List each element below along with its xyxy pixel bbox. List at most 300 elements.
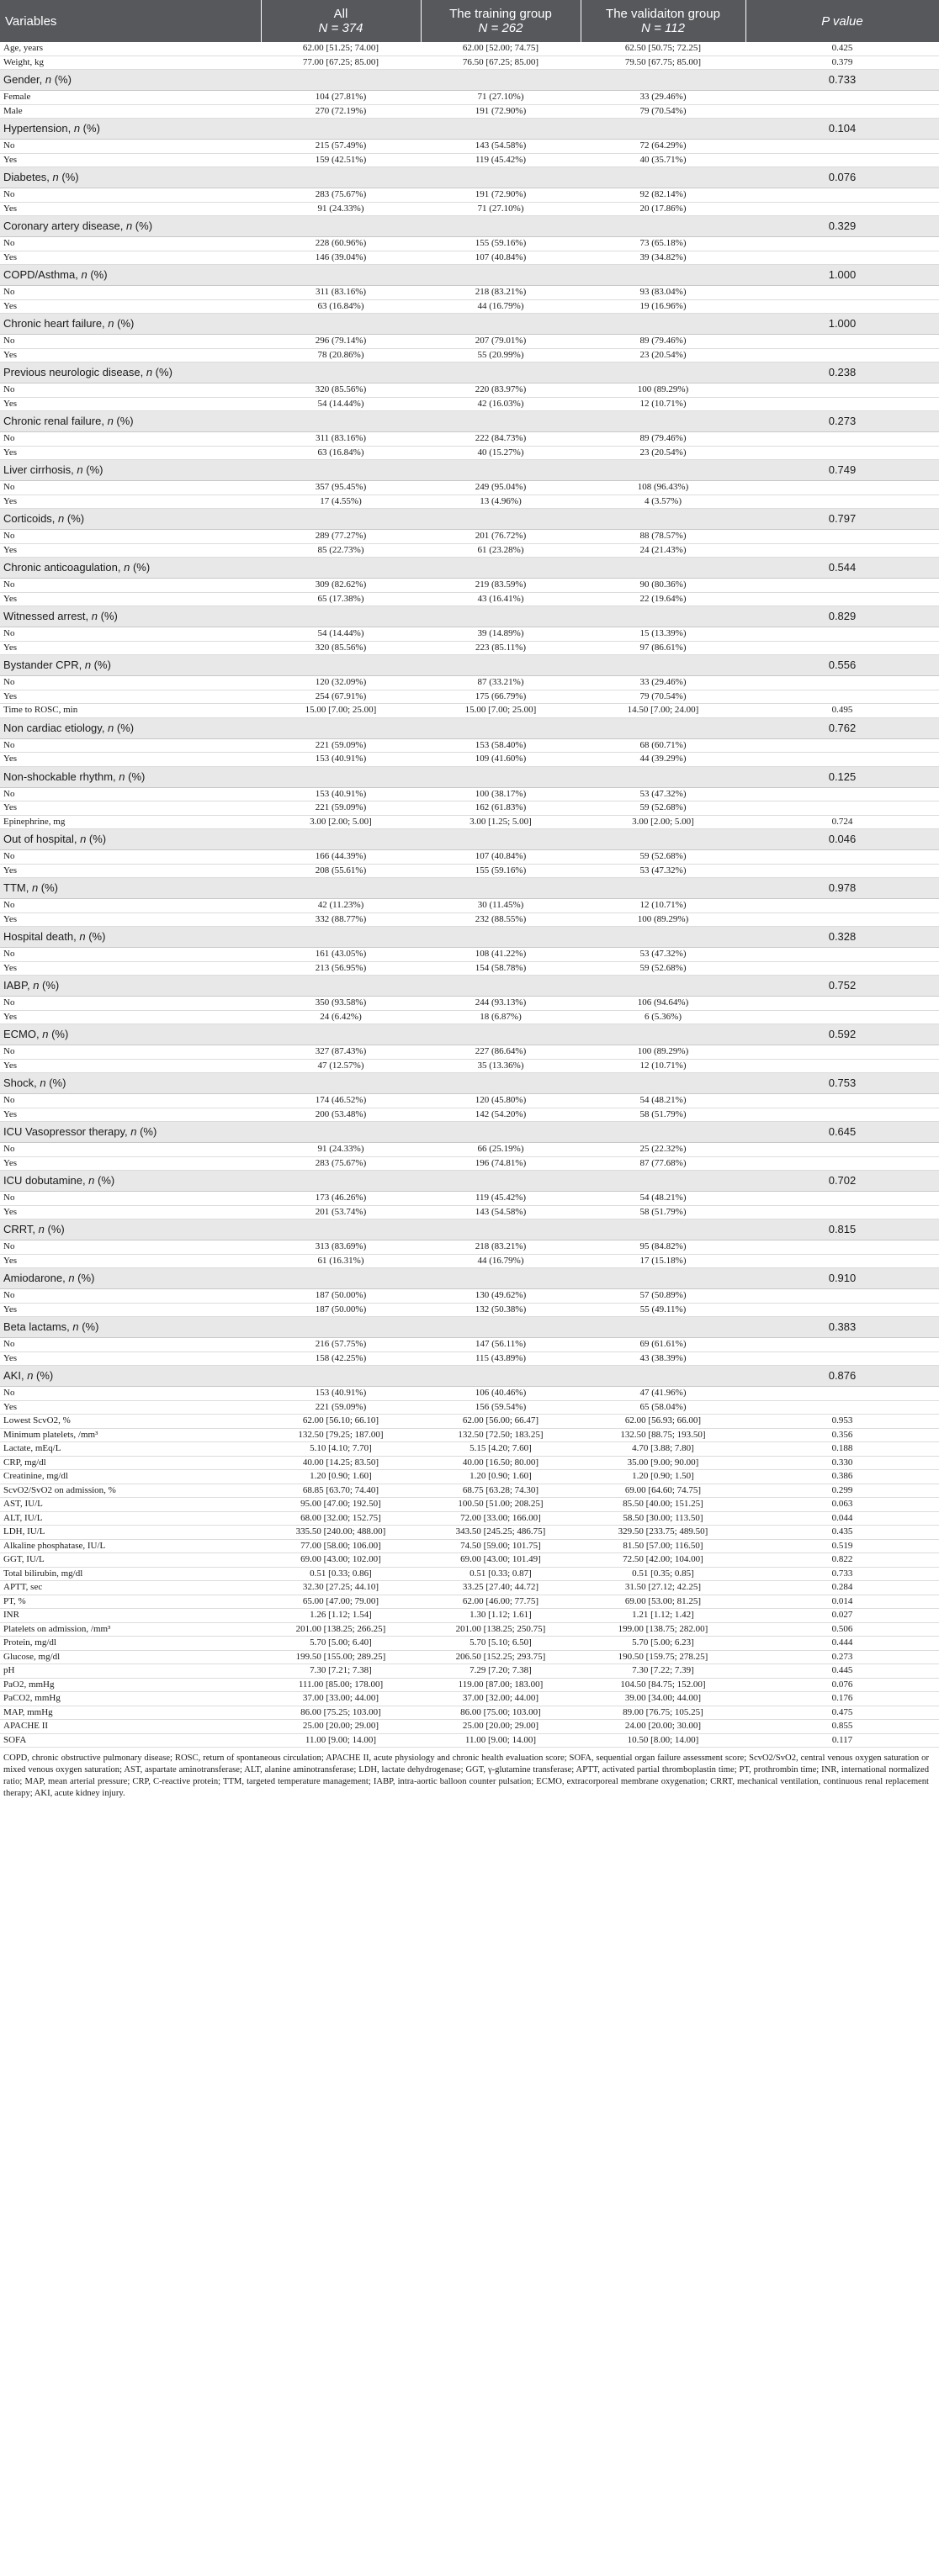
cell-training: 107 (40.84%) [421, 251, 581, 265]
row-label: No [0, 1387, 261, 1401]
cell-all: 24 (6.42%) [261, 1010, 421, 1024]
cell-training: 244 (93.13%) [421, 997, 581, 1011]
cell-training: 155 (59.16%) [421, 864, 581, 878]
cell-training: 222 (84.73%) [421, 432, 581, 447]
header-pvalue [745, 0, 939, 42]
section-label: Chronic anticoagulation, n (%) [0, 558, 745, 579]
cell-validation: 24 (21.43%) [581, 543, 745, 558]
cell-all: 221 (59.09%) [261, 801, 421, 816]
cell-training: 218 (83.21%) [421, 1240, 581, 1255]
cell-pvalue [745, 850, 939, 865]
section-label: ECMO, n (%) [0, 1024, 745, 1045]
cell-all: 25.00 [20.00; 29.00] [261, 1720, 421, 1734]
n-symbol: n [45, 73, 52, 86]
section-label: ICU dobutamine, n (%) [0, 1171, 745, 1192]
cell-pvalue [745, 543, 939, 558]
n-symbol: n [125, 220, 133, 232]
section-label: Non cardiac etiology, n (%) [0, 717, 745, 738]
n-symbol: n [58, 512, 65, 525]
cell-all: 68.00 [32.00; 152.75] [261, 1511, 421, 1526]
cell-validation: 12 (10.71%) [581, 899, 745, 913]
cell-pvalue: 0.444 [745, 1637, 939, 1651]
cell-validation: 89 (79.46%) [581, 432, 745, 447]
row-label: Male [0, 104, 261, 119]
section-pvalue: 0.556 [745, 655, 939, 676]
section-label: ICU Vasopressor therapy, n (%) [0, 1122, 745, 1143]
table-row [0, 961, 939, 976]
table-row [0, 864, 939, 878]
section-row [0, 70, 939, 91]
row-label: Yes [0, 495, 261, 509]
header-training [421, 0, 581, 42]
section-row [0, 606, 939, 627]
cell-all: 228 (60.96%) [261, 237, 421, 251]
row-label: No [0, 997, 261, 1011]
row-label: Age, years [0, 42, 261, 56]
cell-all: 65.00 [47.00; 79.00] [261, 1595, 421, 1609]
row-label: Yes [0, 801, 261, 816]
cell-all: 7.30 [7.21; 7.38] [261, 1664, 421, 1679]
cell-all: 153 (40.91%) [261, 1387, 421, 1401]
cell-all: 5.70 [5.00; 6.40] [261, 1637, 421, 1651]
section-row [0, 1171, 939, 1192]
row-label: Female [0, 91, 261, 105]
cell-pvalue: 0.117 [745, 1733, 939, 1748]
row-label: Yes [0, 1156, 261, 1171]
cell-validation: 6 (5.36%) [581, 1010, 745, 1024]
row-label: APACHE II [0, 1720, 261, 1734]
cell-all: 62.00 [56.10; 66.10] [261, 1415, 421, 1429]
row-label: No [0, 481, 261, 495]
cell-pvalue [745, 801, 939, 816]
cell-training: 219 (83.59%) [421, 579, 581, 593]
cell-training: 35 (13.36%) [421, 1059, 581, 1073]
cell-validation: 23 (20.54%) [581, 446, 745, 460]
cell-all: 32.30 [27.25; 44.10] [261, 1581, 421, 1595]
cell-validation: 39 (34.82%) [581, 251, 745, 265]
cell-pvalue [745, 1156, 939, 1171]
cell-pvalue: 0.027 [745, 1609, 939, 1623]
section-label: Chronic renal failure, n (%) [0, 411, 745, 432]
cell-all: 63 (16.84%) [261, 446, 421, 460]
section-row [0, 829, 939, 850]
table-row [0, 1622, 939, 1637]
section-pvalue: 0.876 [745, 1366, 939, 1387]
table-row [0, 1692, 939, 1706]
section-pvalue: 0.544 [745, 558, 939, 579]
cell-validation: 0.51 [0.35; 0.85] [581, 1567, 745, 1581]
section-pvalue: 0.238 [745, 362, 939, 383]
table-row [0, 1094, 939, 1108]
cell-all: 289 (77.27%) [261, 530, 421, 544]
section-label: Out of hospital, n (%) [0, 829, 745, 850]
cell-all: 86.00 [75.25; 103.00] [261, 1706, 421, 1720]
cell-all: 0.51 [0.33; 0.86] [261, 1567, 421, 1581]
n-symbol: n [88, 1174, 95, 1187]
cell-pvalue: 0.855 [745, 1720, 939, 1734]
cell-all: 208 (55.61%) [261, 864, 421, 878]
row-label: Epinephrine, mg [0, 815, 261, 829]
row-label: No [0, 188, 261, 203]
table-row [0, 1338, 939, 1352]
cell-all: 77.00 [67.25; 85.00] [261, 56, 421, 70]
cell-training: 154 (58.78%) [421, 961, 581, 976]
cell-pvalue [745, 251, 939, 265]
section-row [0, 927, 939, 948]
table-row [0, 1289, 939, 1304]
section-row [0, 1366, 939, 1387]
table-row [0, 1059, 939, 1073]
cell-all: 120 (32.09%) [261, 676, 421, 690]
row-label: No [0, 1045, 261, 1060]
n-symbol: n [73, 122, 81, 135]
cell-training: 143 (54.58%) [421, 140, 581, 154]
cell-pvalue [745, 299, 939, 314]
table-row [0, 1045, 939, 1060]
cell-validation: 31.50 [27.12; 42.25] [581, 1581, 745, 1595]
table-row [0, 299, 939, 314]
cell-validation: 14.50 [7.00; 24.00] [581, 704, 745, 718]
cell-training: 30 (11.45%) [421, 899, 581, 913]
cell-training: 108 (41.22%) [421, 948, 581, 962]
cell-validation: 108 (96.43%) [581, 481, 745, 495]
cell-validation: 87 (77.68%) [581, 1156, 745, 1171]
n-symbol: n [146, 366, 153, 378]
row-label: Yes [0, 641, 261, 655]
cell-all: 320 (85.56%) [261, 383, 421, 398]
table-row [0, 1720, 939, 1734]
cell-pvalue [745, 1338, 939, 1352]
cell-validation: 53 (47.32%) [581, 864, 745, 878]
row-label: No [0, 432, 261, 447]
cell-training: 69.00 [43.00; 101.49] [421, 1553, 581, 1568]
cell-training: 223 (85.11%) [421, 641, 581, 655]
section-label: TTM, n (%) [0, 878, 745, 899]
n-symbol: n [38, 1223, 45, 1235]
table-row [0, 753, 939, 767]
section-label: Diabetes, n (%) [0, 167, 745, 188]
cell-all: 296 (79.14%) [261, 335, 421, 349]
cell-pvalue [745, 912, 939, 927]
table-row [0, 690, 939, 704]
row-label: Alkaline phosphatase, IU/L [0, 1539, 261, 1553]
cell-training: 68.75 [63.28; 74.30] [421, 1484, 581, 1498]
section-pvalue: 0.978 [745, 878, 939, 899]
cell-pvalue [745, 1010, 939, 1024]
row-label: APTT, sec [0, 1581, 261, 1595]
cell-validation: 59 (52.68%) [581, 961, 745, 976]
cell-validation: 97 (86.61%) [581, 641, 745, 655]
cell-validation: 33 (29.46%) [581, 676, 745, 690]
cell-validation: 58.50 [30.00; 113.50] [581, 1511, 745, 1526]
cell-training: 44 (16.79%) [421, 299, 581, 314]
section-pvalue: 0.104 [745, 119, 939, 140]
section-pvalue: 0.752 [745, 976, 939, 997]
cell-training: 119 (45.42%) [421, 1192, 581, 1206]
cell-pvalue [745, 753, 939, 767]
row-label: AST, IU/L [0, 1498, 261, 1512]
section-pvalue: 0.797 [745, 509, 939, 530]
cell-validation: 65 (58.04%) [581, 1400, 745, 1415]
cell-all: 201.00 [138.25; 266.25] [261, 1622, 421, 1637]
n-symbol: n [80, 833, 87, 845]
table-row [0, 335, 939, 349]
section-label: AKI, n (%) [0, 1366, 745, 1387]
cell-pvalue [745, 1045, 939, 1060]
section-row [0, 1268, 939, 1289]
section-row [0, 314, 939, 335]
section-label: Previous neurologic disease, n (%) [0, 362, 745, 383]
table-row [0, 56, 939, 70]
cell-all: 132.50 [79.25; 187.00] [261, 1428, 421, 1442]
table-row [0, 997, 939, 1011]
section-pvalue: 0.749 [745, 460, 939, 481]
cell-pvalue: 0.953 [745, 1415, 939, 1429]
cell-training: 100 (38.17%) [421, 787, 581, 801]
cell-validation: 72 (64.29%) [581, 140, 745, 154]
cell-pvalue [745, 1108, 939, 1122]
section-pvalue: 0.383 [745, 1317, 939, 1338]
cell-all: 221 (59.09%) [261, 738, 421, 753]
row-label: No [0, 335, 261, 349]
row-label: No [0, 1143, 261, 1157]
cell-pvalue [745, 1303, 939, 1317]
row-label: Protein, mg/dl [0, 1637, 261, 1651]
table-row [0, 948, 939, 962]
section-label: CRRT, n (%) [0, 1219, 745, 1240]
cell-training: 155 (59.16%) [421, 237, 581, 251]
section-pvalue: 0.815 [745, 1219, 939, 1240]
table-row [0, 1650, 939, 1664]
header-validation-n: N = 112 [641, 21, 685, 35]
header-training-n: N = 262 [478, 21, 523, 35]
table-row [0, 1303, 939, 1317]
cell-validation: 68 (60.71%) [581, 738, 745, 753]
row-label: No [0, 1338, 261, 1352]
table-row [0, 1567, 939, 1581]
section-pvalue: 0.328 [745, 927, 939, 948]
table-row [0, 104, 939, 119]
table-row [0, 1415, 939, 1429]
cell-pvalue [745, 1240, 939, 1255]
cell-pvalue: 0.386 [745, 1470, 939, 1484]
section-pvalue: 0.910 [745, 1268, 939, 1289]
section-row [0, 119, 939, 140]
header-pvalue-label: P value [821, 13, 863, 29]
row-label: Yes [0, 1205, 261, 1219]
table-row [0, 42, 939, 56]
cell-validation: 73 (65.18%) [581, 237, 745, 251]
section-label: Gender, n (%) [0, 70, 745, 91]
section-label: Bystander CPR, n (%) [0, 655, 745, 676]
cell-pvalue [745, 432, 939, 447]
table-row [0, 579, 939, 593]
cell-pvalue: 0.284 [745, 1581, 939, 1595]
table-row [0, 530, 939, 544]
cell-pvalue: 0.425 [745, 42, 939, 56]
table-row [0, 1733, 939, 1748]
cell-training: 55 (20.99%) [421, 348, 581, 362]
n-symbol: n [72, 1320, 79, 1333]
cell-validation: 88 (78.57%) [581, 530, 745, 544]
cell-pvalue [745, 286, 939, 300]
cell-validation: 81.50 [57.00; 116.50] [581, 1539, 745, 1553]
row-label: Yes [0, 1303, 261, 1317]
cell-training: 7.29 [7.20; 7.38] [421, 1664, 581, 1679]
row-label: No [0, 676, 261, 690]
row-label: Weight, kg [0, 56, 261, 70]
cell-all: 63 (16.84%) [261, 299, 421, 314]
row-label: LDH, IU/L [0, 1526, 261, 1540]
section-pvalue: 0.762 [745, 717, 939, 738]
cell-validation: 20 (17.86%) [581, 202, 745, 216]
cell-validation: 89.00 [76.75; 105.25] [581, 1706, 745, 1720]
section-pvalue: 1.000 [745, 265, 939, 286]
row-label: SOFA [0, 1733, 261, 1748]
table-row [0, 397, 939, 411]
cell-validation: 44 (39.29%) [581, 753, 745, 767]
section-pvalue: 0.125 [745, 766, 939, 787]
cell-pvalue [745, 202, 939, 216]
section-row [0, 655, 939, 676]
cell-training: 201.00 [138.25; 250.75] [421, 1622, 581, 1637]
cell-validation: 15 (13.39%) [581, 627, 745, 642]
cell-pvalue [745, 676, 939, 690]
cell-all: 91 (24.33%) [261, 202, 421, 216]
cell-pvalue [745, 530, 939, 544]
table-row [0, 432, 939, 447]
cell-training: 120 (45.80%) [421, 1094, 581, 1108]
table-row [0, 641, 939, 655]
row-label: Yes [0, 397, 261, 411]
cell-validation: 59 (52.68%) [581, 850, 745, 865]
cell-validation: 57 (50.89%) [581, 1289, 745, 1304]
row-label: Yes [0, 864, 261, 878]
cell-pvalue: 0.044 [745, 1511, 939, 1526]
cell-all: 65 (17.38%) [261, 592, 421, 606]
table-row [0, 1539, 939, 1553]
section-label: Chronic heart failure, n (%) [0, 314, 745, 335]
cell-pvalue [745, 1400, 939, 1415]
table-row [0, 912, 939, 927]
row-label: ScvO2/SvO2 on admission, % [0, 1484, 261, 1498]
cell-all: 174 (46.52%) [261, 1094, 421, 1108]
row-label: pH [0, 1664, 261, 1679]
header-variables: Variables [0, 0, 261, 42]
cell-pvalue [745, 592, 939, 606]
cell-all: 350 (93.58%) [261, 997, 421, 1011]
cell-validation: 90 (80.36%) [581, 579, 745, 593]
cell-all: 69.00 [43.00; 102.00] [261, 1553, 421, 1568]
section-row [0, 216, 939, 237]
cell-pvalue [745, 383, 939, 398]
cell-validation: 79 (70.54%) [581, 690, 745, 704]
table-row [0, 1484, 939, 1498]
row-label: No [0, 738, 261, 753]
cell-training: 130 (49.62%) [421, 1289, 581, 1304]
table-row [0, 446, 939, 460]
table-row [0, 1254, 939, 1268]
row-label: Yes [0, 1108, 261, 1122]
section-label: Amiodarone, n (%) [0, 1268, 745, 1289]
row-label: PaO2, mmHg [0, 1678, 261, 1692]
table-row [0, 1205, 939, 1219]
cell-validation: 100 (89.29%) [581, 912, 745, 927]
cell-pvalue [745, 397, 939, 411]
cell-training: 39 (14.89%) [421, 627, 581, 642]
cell-training: 61 (23.28%) [421, 543, 581, 558]
cell-training: 13 (4.96%) [421, 495, 581, 509]
cell-validation: 100 (89.29%) [581, 1045, 745, 1060]
row-label: Yes [0, 348, 261, 362]
cell-training: 343.50 [245.25; 486.75] [421, 1526, 581, 1540]
cell-training: 40.00 [16.50; 80.00] [421, 1456, 581, 1470]
table-row [0, 1595, 939, 1609]
section-row [0, 878, 939, 899]
cell-validation: 43 (38.39%) [581, 1351, 745, 1366]
cell-pvalue: 0.435 [745, 1526, 939, 1540]
row-label: No [0, 383, 261, 398]
row-label: No [0, 286, 261, 300]
cell-training: 100.50 [51.00; 208.25] [421, 1498, 581, 1512]
cell-training: 5.15 [4.20; 7.60] [421, 1442, 581, 1457]
table-body [0, 42, 939, 1748]
cell-all: 17 (4.55%) [261, 495, 421, 509]
row-label: Yes [0, 1010, 261, 1024]
row-label: ALT, IU/L [0, 1511, 261, 1526]
section-pvalue: 0.645 [745, 1122, 939, 1143]
cell-pvalue [745, 899, 939, 913]
cell-pvalue [745, 787, 939, 801]
section-row [0, 167, 939, 188]
cell-validation: 40 (35.71%) [581, 153, 745, 167]
cell-pvalue [745, 997, 939, 1011]
cell-pvalue [745, 627, 939, 642]
cell-all: 54 (14.44%) [261, 397, 421, 411]
section-pvalue: 0.592 [745, 1024, 939, 1045]
cell-pvalue [745, 495, 939, 509]
cell-all: 187 (50.00%) [261, 1303, 421, 1317]
section-row [0, 460, 939, 481]
cell-pvalue [745, 1205, 939, 1219]
cell-all: 1.20 [0.90; 1.60] [261, 1470, 421, 1484]
row-label: CRP, mg/dl [0, 1456, 261, 1470]
cell-training: 232 (88.55%) [421, 912, 581, 927]
table-row [0, 1156, 939, 1171]
cell-all: 111.00 [85.00; 178.00] [261, 1678, 421, 1692]
section-pvalue: 0.733 [745, 70, 939, 91]
table-row [0, 383, 939, 398]
cell-all: 11.00 [9.00; 14.00] [261, 1733, 421, 1748]
cell-validation: 95 (84.82%) [581, 1240, 745, 1255]
cell-validation: 58 (51.79%) [581, 1108, 745, 1122]
n-symbol: n [81, 268, 88, 281]
cell-pvalue: 0.330 [745, 1456, 939, 1470]
table-row [0, 627, 939, 642]
row-label: No [0, 140, 261, 154]
table-row [0, 153, 939, 167]
cell-training: 162 (61.83%) [421, 801, 581, 816]
section-label: COPD/Asthma, n (%) [0, 265, 745, 286]
n-symbol: n [68, 1272, 75, 1284]
table-row [0, 1498, 939, 1512]
n-symbol: n [33, 979, 40, 992]
cell-pvalue [745, 1094, 939, 1108]
section-label: Beta lactams, n (%) [0, 1317, 745, 1338]
cell-validation: 106 (94.64%) [581, 997, 745, 1011]
section-row [0, 1073, 939, 1094]
cell-pvalue [745, 579, 939, 593]
